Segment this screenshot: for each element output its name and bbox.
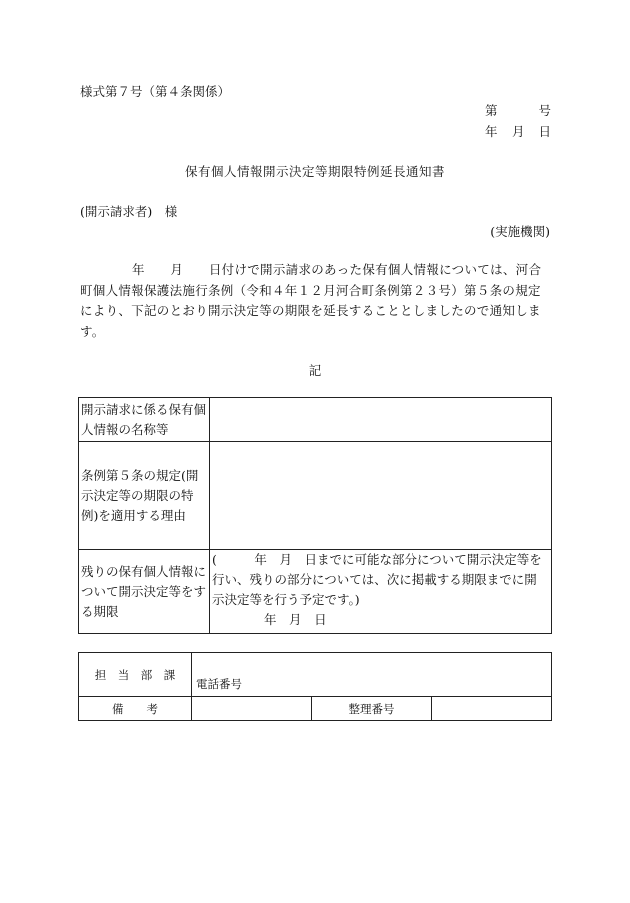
ref-label: 整理番号: [312, 697, 432, 721]
footer-table: [78, 652, 552, 721]
requester: (開示請求者) 様: [80, 204, 178, 219]
number-prefix: 第: [485, 103, 498, 118]
row3-date: 年 月 日: [264, 612, 327, 627]
row3-value: [210, 550, 552, 634]
implementing-agency: (実施機関): [490, 224, 550, 239]
date-day: 日: [538, 124, 551, 139]
number-suffix: 号: [538, 103, 551, 118]
date-year: 年: [485, 124, 498, 139]
remarks-value: [192, 697, 312, 721]
form-number: 様式第７号（第４条関係）: [80, 84, 231, 99]
phone-label: 電話番号: [192, 653, 552, 697]
body-year: 年: [132, 262, 145, 277]
date-month: 月: [512, 124, 525, 139]
remarks-label: 備 考: [79, 697, 192, 721]
row2-label: 条例第５条の規定(開示決定等の期限の特例)を適用する理由: [79, 442, 210, 550]
ref-value: [432, 697, 552, 721]
row1-label: 開示請求に係る保有個人情報の名称等: [79, 398, 210, 442]
body-text: 日付けで開示請求のあった保有個人情報については、河合町個人情報保護法施行条例（令和４年１２月河合町条例第２３号）第５条の規定により、下記のとおり開示決定等の期限を延長することとしましたので通知します。: [80, 262, 542, 339]
row3-text: ( 年 月 日までに可能な部分について開示決定等を行い、残りの部分については、次に掲載する期限までに開示決定等を行う予定です。): [212, 552, 542, 607]
body-paragraph: [80, 260, 552, 342]
row1-value: [210, 398, 552, 442]
ki-heading: 記: [308, 363, 322, 378]
row3-label: 残りの保有個人情報について開示決定等をする期限: [79, 550, 210, 634]
row2-value: [210, 442, 552, 550]
body-month: 月: [170, 262, 184, 277]
dept-label: 担 当 部 課: [79, 653, 192, 697]
document-title: 保有個人情報開示決定等期限特例延長通知書: [184, 164, 445, 179]
details-table: [78, 397, 552, 634]
